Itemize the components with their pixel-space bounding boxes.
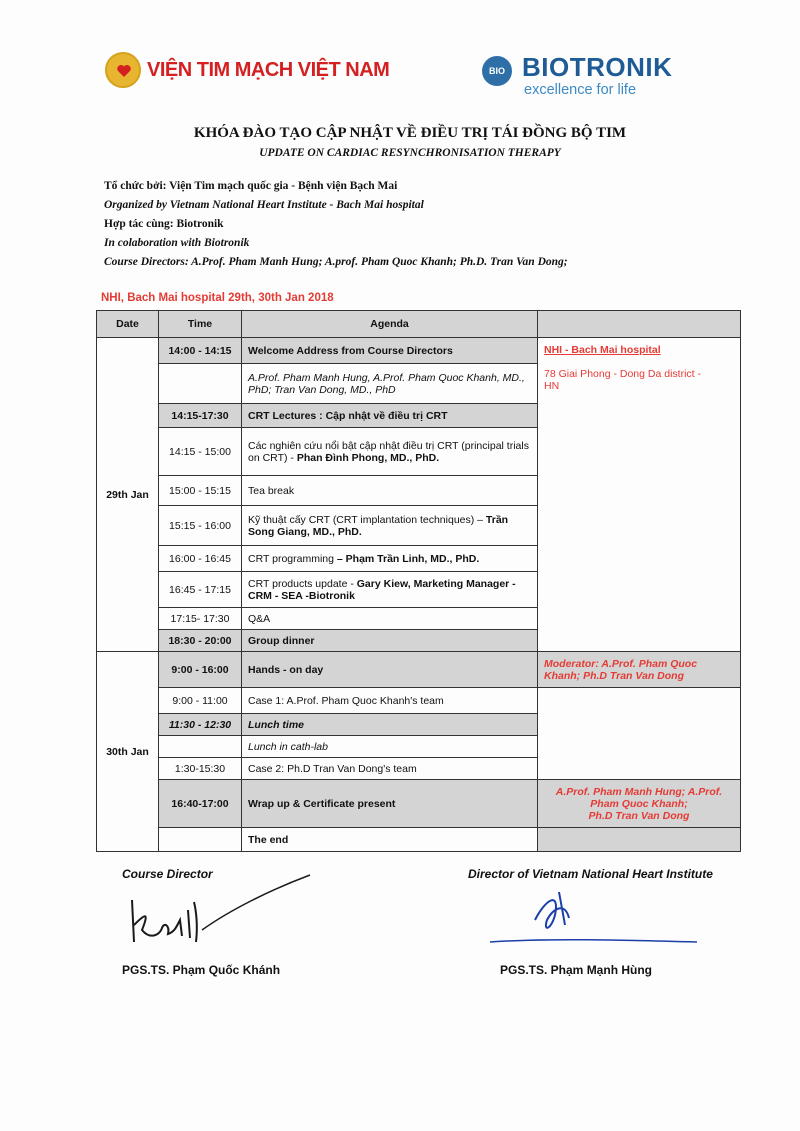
header-blank (538, 311, 741, 338)
table-row (97, 338, 741, 364)
header-date: Date (97, 311, 159, 338)
location-address: 78 Giai Phong - Dong Da district - HN (544, 368, 701, 392)
time-cell: 15:00 - 15:15 (159, 476, 242, 506)
date-cell-day2: 30th Jan (97, 652, 159, 852)
page-title-vn: KHÓA ĐÀO TẠO CẬP NHẬT VỀ ĐIỀU TRỊ TÁI ĐỒNG BỘ TIM (193, 125, 627, 141)
date-cell-day1: 29th Jan (97, 338, 159, 652)
time-cell: 14:00 - 14:15 (159, 338, 242, 364)
agenda-cell: Group dinner (242, 630, 538, 652)
time-cell: 16:00 - 16:45 (159, 546, 242, 572)
header-agenda: Agenda (242, 311, 538, 338)
agenda-cell: Wrap up & Certificate present (242, 780, 538, 828)
agenda-cell: Hands - on day (242, 652, 538, 688)
speaker-name: Gary Kiew, Marketing Manager - CRM - SEA -Biotronik (248, 577, 516, 602)
agenda-cell: Q&A (242, 608, 538, 630)
speaker-line: Pham Quoc Khanh; (590, 797, 688, 810)
time-cell: 1:30-15:30 (159, 758, 242, 780)
speaker-name: Trần Song Giang, MD., PhD. (248, 513, 509, 538)
time-cell (159, 736, 242, 758)
time-cell: 9:00 - 16:00 (159, 652, 242, 688)
right-blank-cell (538, 828, 741, 852)
agenda-cell (242, 428, 538, 476)
agenda-cell: Case 1: A.Prof. Pham Quoc Khanh's team (242, 688, 538, 714)
time-cell: 16:45 - 17:15 (159, 572, 242, 608)
agenda-cell: Welcome Address from Course Directors (242, 338, 538, 364)
table-row (97, 688, 741, 714)
page-title-en: UPDATE ON CARDIAC RESYNCHRONISATION THERAPY (259, 147, 561, 159)
agenda-text: CRT programming (248, 552, 337, 565)
right-blank-cell (538, 688, 741, 780)
agenda-cell: Lunch in cath-lab (242, 736, 538, 758)
agenda-cell: Lunch time (242, 714, 538, 736)
wrapup-speakers-cell (538, 780, 741, 828)
biotronik-name: BIOTRONIK (522, 52, 673, 82)
header-time: Time (159, 311, 242, 338)
partner-en: In colaboration with Biotronik (104, 237, 250, 249)
biotronik-logo (482, 52, 722, 102)
time-cell: 18:30 - 20:00 (159, 630, 242, 652)
left-signature-name: PGS.TS. Phạm Quốc Khánh (122, 963, 281, 977)
venue-date: NHI, Bach Mai hospital 29th, 30th Jan 2018 (101, 292, 334, 304)
time-cell: 14:15-17:30 (159, 404, 242, 428)
table-row (97, 828, 741, 852)
time-cell (159, 364, 242, 404)
speaker-line: A.Prof. Pham Manh Hung; A.Prof. (555, 785, 723, 798)
agenda-cell: A.Prof. Pham Manh Hung, A.Prof. Pham Quoc Khanh, MD., PhD; Tran Van Dong, MD., PhD (242, 364, 538, 404)
agenda-cell: Tea break (242, 476, 538, 506)
agenda-cell (242, 506, 538, 546)
agenda-text: Các nghiên cứu nổi bật cập nhật điều trị CRT (principal trials on CRT) - (248, 439, 529, 464)
organizer-en: Organized by Vietnam National Heart Institute - Bach Mai hospital (104, 199, 424, 211)
heart-emblem-icon (105, 52, 141, 88)
agenda-cell: The end (242, 828, 538, 852)
right-signature-name: PGS.TS. Phạm Mạnh Hùng (500, 963, 653, 977)
agenda-text: Kỹ thuật cấy CRT (CRT implantation techniques) – (248, 513, 486, 526)
table-row (97, 652, 741, 688)
course-directors: Course Directors: A.Prof. Pham Manh Hung; A.prof. Pham Quoc Khanh; Ph.D. Tran Van Dong; (104, 256, 568, 268)
moderator-cell: Moderator: A.Prof. Pham Quoc Khanh; Ph.D Tran Van Dong (538, 652, 741, 688)
left-signature-title: Course Director (122, 867, 213, 881)
time-cell (159, 828, 242, 852)
biotronik-tagline: excellence for life (524, 82, 637, 98)
time-cell: 9:00 - 11:00 (159, 688, 242, 714)
agenda-text: CRT products update - (248, 577, 357, 590)
biotronik-badge-icon: BIO (482, 56, 512, 86)
table-header-row (97, 311, 741, 338)
right-signature-title: Director of Vietnam National Heart Institute (468, 867, 713, 881)
agenda-cell (242, 546, 538, 572)
speaker-name: – Phạm Trần Linh, MD., PhD. (336, 552, 480, 565)
table-row (97, 780, 741, 828)
time-cell: 15:15 - 16:00 (159, 506, 242, 546)
speaker-name: Phan Đình Phong, MD., PhD. (296, 451, 440, 464)
agenda-table (96, 310, 741, 852)
location-cell (538, 338, 741, 652)
left-signature-icon (120, 870, 320, 960)
vien-tim-mach-logo-text: VIỆN TIM MẠCH VIỆT NAM (147, 58, 390, 81)
time-cell: 14:15 - 15:00 (159, 428, 242, 476)
agenda-cell: Case 2: Ph.D Tran Van Dong's team (242, 758, 538, 780)
speaker-line: Ph.D Tran Van Dong (588, 809, 690, 822)
organizer-vn: Tổ chức bởi: Viện Tim mạch quốc gia - Bệnh viện Bạch Mai (104, 180, 398, 192)
location-name: NHI - Bach Mai hospital (544, 344, 661, 356)
time-cell: 11:30 - 12:30 (159, 714, 242, 736)
agenda-cell: CRT Lectures : Cập nhật về điều trị CRT (242, 404, 538, 428)
time-cell: 17:15- 17:30 (159, 608, 242, 630)
vien-tim-mach-logo (105, 52, 389, 88)
right-signature-icon (485, 880, 705, 950)
agenda-cell (242, 572, 538, 608)
time-cell: 16:40-17:00 (159, 780, 242, 828)
partner-vn: Hợp tác cùng: Biotronik (104, 218, 224, 230)
